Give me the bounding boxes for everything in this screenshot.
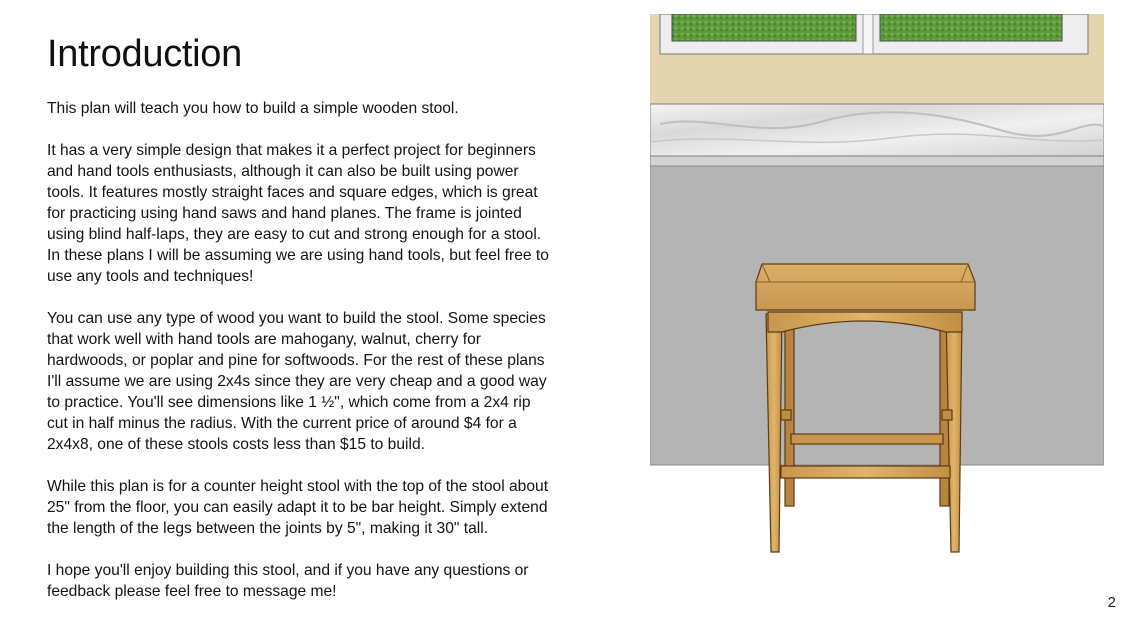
paragraph-intro: This plan will teach you how to build a simple wooden stool. <box>47 100 459 117</box>
window <box>660 14 1088 54</box>
paragraph-height: While this plan is for a counter height stool with the top of the stool about 25" from the floor, you can easily adapt it to be bar height. Simply extend the length of the legs between the joints by 5", making it 30" tall. <box>47 478 549 537</box>
marble-countertop <box>650 104 1104 166</box>
paragraph-design: It has a very simple design that makes it a perfect project for beginners and hand tools enthusiasts, although it can also be built using power tools. It features mostly straight faces and square edges, which is great for practicing using hand saws and hand planes. The frame is jointed using blind half-laps, they are easy to cut and strong enough for a stool. In these plans I will be assuming we are using hand tools, but feel free to use any tools and techniques! <box>47 142 549 285</box>
stool-illustration <box>650 14 1104 554</box>
paragraph-wood: You can use any type of wood you want to build the stool. Some species that work well with hand tools are mahogany, walnut, cherry for hardwoods, or poplar and pine for softwoods. For the rest of these plans I'll assume we are using 2x4s since they are very cheap and a good way to practice. You'll see dimensions like 1 ½", which come from a 2x4 rip cut in half minus the radius. With the current price of around $4 for a 2x4x8, one of these stools costs less than $15 to build. <box>47 310 547 453</box>
text-column <box>47 32 627 623</box>
page-title: Introduction <box>47 33 242 75</box>
page-number: 2 <box>1107 594 1116 611</box>
paragraph-closing: I hope you'll enjoy building this stool, and if you have any questions or feedback please feel free to message me! <box>47 562 529 600</box>
